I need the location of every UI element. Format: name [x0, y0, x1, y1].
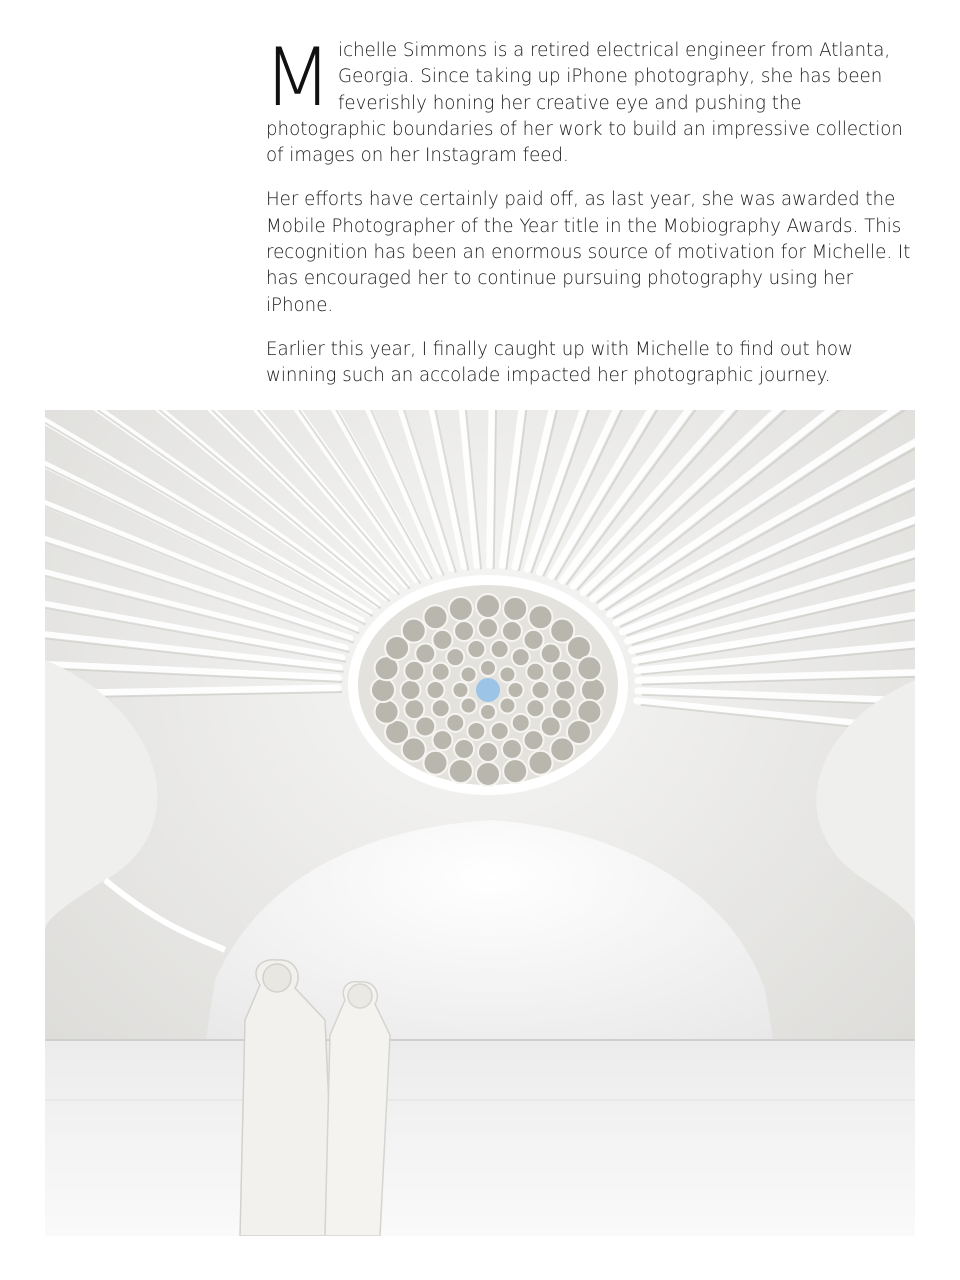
- skylight-hole: [415, 716, 435, 736]
- skylight-hole: [581, 678, 605, 702]
- skylight-hole: [478, 742, 498, 762]
- skylight-hole: [446, 714, 464, 732]
- skylight-hole: [454, 621, 474, 641]
- skylight-hole: [503, 597, 527, 621]
- skylight-hole: [404, 661, 424, 681]
- skylight-hole: [404, 699, 424, 719]
- skylight-hole: [491, 640, 509, 658]
- article-body: [263, 31, 918, 408]
- skylight-hole: [541, 644, 561, 664]
- skylight-hole: [449, 597, 473, 621]
- skylight-hole: [453, 682, 469, 698]
- skylight-hole: [432, 730, 452, 750]
- paragraph-text: ichelle Simmons is a retired electrical engineer from Atlanta, Georgia. Since taking up iPhone photography, she has been feverishly honing her creative eye and pushing the photographic boundaries of her work to build an impressive collection of images on her Instagram feed.: [266, 40, 903, 167]
- skylight-hole: [499, 666, 515, 682]
- skylight-hole: [508, 682, 524, 698]
- skylight-hole: [432, 699, 450, 717]
- skylight-hole: [424, 605, 448, 629]
- skylight-hole: [371, 678, 395, 702]
- skylight-hole: [454, 739, 474, 759]
- skylight-hole: [461, 698, 477, 714]
- skylight-hole: [524, 730, 544, 750]
- skylight-hole: [461, 666, 477, 682]
- skylight-hole: [424, 751, 448, 775]
- skylight-hole: [503, 759, 527, 783]
- skylight-hole: [415, 644, 435, 664]
- skylight-hole: [476, 762, 500, 786]
- skylight-hole: [478, 618, 498, 638]
- skylight-hole: [541, 716, 561, 736]
- skylight-hole: [427, 681, 445, 699]
- drop-cap: M: [263, 31, 333, 124]
- skylight-hole: [449, 759, 473, 783]
- skylight-hole: [480, 704, 496, 720]
- skylight-hole: [402, 619, 426, 643]
- skylight-hole: [432, 630, 452, 650]
- skylight-hole: [524, 630, 544, 650]
- skylight-hole: [529, 605, 553, 629]
- skylight-hole: [480, 660, 496, 676]
- skylight-hole: [467, 722, 485, 740]
- skylight-hole: [499, 698, 515, 714]
- skylight-hole: [532, 681, 550, 699]
- skylight-hole: [577, 656, 601, 680]
- skylight-hole: [526, 699, 544, 717]
- skylight-hole: [491, 722, 509, 740]
- architecture-photo-illustration: [45, 410, 915, 1236]
- skylight-hole: [432, 663, 450, 681]
- skylight-hole: [502, 739, 522, 759]
- body-paragraph: Her efforts have certainly paid off, as last year, she was awarded the Mobile Photographer of the Year title in the Mobiography Awards. This recognition has been an enormous source of motivation for Michelle. It has encouraged her to continue pursuing photography using her iPhone.: [266, 189, 911, 316]
- skylight-hole: [467, 640, 485, 658]
- skylight-hole: [502, 621, 522, 641]
- skylight-hole: [446, 648, 464, 666]
- skylight-hole: [556, 680, 576, 700]
- skylight-hole: [476, 594, 500, 618]
- skylight-hole: [512, 714, 530, 732]
- skylight-hole: [552, 699, 572, 719]
- skylight-hole: [526, 663, 544, 681]
- skylight-hole: [550, 737, 574, 761]
- intro-paragraph: [263, 31, 918, 169]
- skylight-hole: [529, 751, 553, 775]
- feature-photo: [45, 410, 915, 1236]
- skylight-hole: [552, 661, 572, 681]
- skylight-hole: [375, 700, 399, 724]
- skylight-hole: [401, 680, 421, 700]
- skylight-hole: [512, 648, 530, 666]
- body-paragraph: Earlier this year, I finally caught up with Michelle to find out how winning such an accolade impacted her photographic journey.: [266, 338, 853, 387]
